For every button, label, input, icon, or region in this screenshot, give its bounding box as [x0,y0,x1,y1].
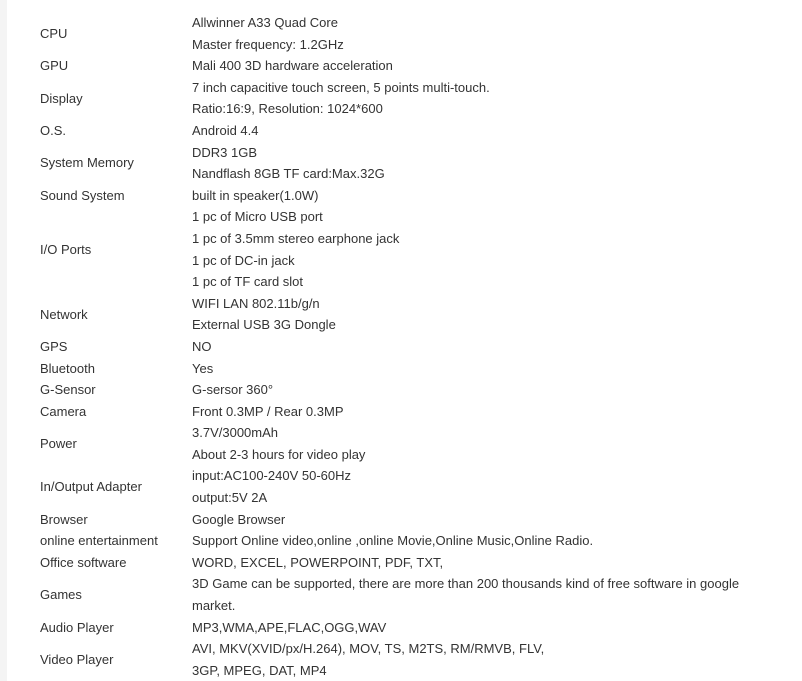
spec-label: Camera [40,403,87,419]
spec-value-line: DDR3 1GB [192,144,258,160]
spec-value-cell [192,573,757,616]
spec-value-line: G-sersor 360° [192,382,274,398]
spec-row [0,465,802,508]
spec-value-cell [192,293,757,336]
spec-value-cell [192,185,757,207]
spec-value-cell [192,379,757,401]
spec-value-cell [192,401,757,423]
spec-label: GPS [40,338,68,354]
spec-label: System Memory [40,155,134,171]
spec-value-line: Google Browser [192,511,286,527]
spec-label-cell [0,77,192,120]
spec-value-line: NO [192,338,212,354]
spec-value-line: Android 4.4 [192,122,259,138]
spec-value-cell [192,142,757,185]
spec-label: Audio Player [40,619,114,635]
spec-value-line: Nandflash 8GB TF card:Max.32G [192,166,385,182]
spec-label: Network [40,306,88,322]
spec-label-cell [0,293,192,336]
spec-label: online entertainment [40,533,158,549]
spec-label-cell [0,530,192,552]
spec-value-cell [192,509,757,531]
spec-label: In/Output Adapter [40,479,142,495]
spec-value-cell [192,120,757,142]
spec-label-cell [0,185,192,207]
spec-row [0,206,802,292]
spec-label-cell [0,638,192,681]
spec-value-line: Yes [192,360,214,376]
spec-label: GPU [40,58,69,74]
spec-value-line: output:5V 2A [192,490,268,506]
spec-value-cell [192,336,757,358]
spec-row [0,293,802,336]
spec-value-line: built in speaker(1.0W) [192,187,319,203]
spec-value-line: input:AC100-240V 50-60Hz [192,468,351,484]
spec-value-line: External USB 3G Dongle [192,317,336,333]
spec-label: I/O Ports [40,241,92,257]
spec-value-cell [192,55,757,77]
spec-value-line: 1 pc of 3.5mm stereo earphone jack [192,230,400,246]
spec-label: Office software [40,554,127,570]
spec-row [0,12,802,55]
spec-value-line: 3.7V/3000mAh [192,425,279,441]
spec-value-line: MP3,WMA,APE,FLAC,OGG,WAV [192,619,387,635]
spec-label: Games [40,587,82,603]
spec-label-cell [0,422,192,465]
spec-row [0,509,802,531]
spec-label-cell [0,206,192,292]
spec-row [0,55,802,77]
spec-value-cell [192,77,757,120]
spec-label: G-Sensor [40,382,96,398]
spec-value-cell [192,552,757,574]
spec-row [0,142,802,185]
spec-row [0,573,802,616]
spec-row [0,358,802,380]
spec-value-line: WIFI LAN 802.11b/g/n [192,295,320,311]
spec-row [0,185,802,207]
spec-row [0,638,802,681]
spec-value-line: Master frequency: 1.2GHz [192,36,344,52]
spec-label-cell [0,573,192,616]
spec-row [0,77,802,120]
spec-value-line: WORD, EXCEL, POWERPOINT, PDF, TXT, [192,554,444,570]
spec-label-cell [0,142,192,185]
spec-label-cell [0,379,192,401]
spec-label-cell [0,552,192,574]
spec-label-cell [0,336,192,358]
spec-value-cell [192,12,757,55]
spec-row [0,617,802,639]
spec-value-cell [192,358,757,380]
spec-row [0,422,802,465]
spec-label-cell [0,12,192,55]
spec-label-cell [0,509,192,531]
spec-value-line: Ratio:16:9, Resolution: 1024*600 [192,101,383,117]
spec-value-line: 7 inch capacitive touch screen, 5 points multi-touch. [192,79,490,95]
spec-row [0,401,802,423]
spec-value-cell [192,530,757,552]
spec-label: CPU [40,25,68,41]
spec-label-cell [0,617,192,639]
spec-label: Display [40,90,83,106]
spec-value-cell [192,638,757,681]
spec-value-line: About 2-3 hours for video play [192,446,366,462]
spec-label-cell [0,465,192,508]
spec-value-line: 1 pc of DC-in jack [192,252,295,268]
specification-table [0,12,802,681]
spec-value-line: 1 pc of Micro USB port [192,209,323,225]
spec-row [0,552,802,574]
spec-value-line: Allwinner A33 Quad Core [192,15,338,30]
spec-value-line: Mali 400 3D hardware acceleration [192,58,393,74]
spec-row [0,120,802,142]
spec-label: O.S. [40,122,67,138]
spec-row [0,530,802,552]
spec-label-cell [0,401,192,423]
spec-value-line: 3D Game can be supported, there are more than 200 thousands kind of free software in google market. [192,576,740,614]
spec-label: Sound System [40,187,125,203]
spec-label: Power [40,436,77,452]
spec-value-cell [192,465,757,508]
spec-value-cell [192,422,757,465]
spec-label-cell [0,358,192,380]
spec-value-cell [192,206,757,292]
spec-value-line: 1 pc of TF card slot [192,274,304,290]
spec-value-line: AVI, MKV(XVID/px/H.264), MOV, TS, M2TS, RM/RMVB, FLV, [192,641,545,657]
spec-row [0,336,802,358]
spec-label-cell [0,55,192,77]
spec-value-cell [192,617,757,639]
spec-label: Video Player [40,652,114,668]
spec-value-line: Support Online video,online ,online Movie,Online Music,Online Radio. [192,533,594,549]
spec-label: Bluetooth [40,360,95,376]
spec-value-line: 3GP, MPEG, DAT, MP4 [192,662,327,678]
spec-label-cell [0,120,192,142]
spec-value-line: Front 0.3MP / Rear 0.3MP [192,403,344,419]
spec-label: Browser [40,511,88,527]
spec-row [0,379,802,401]
